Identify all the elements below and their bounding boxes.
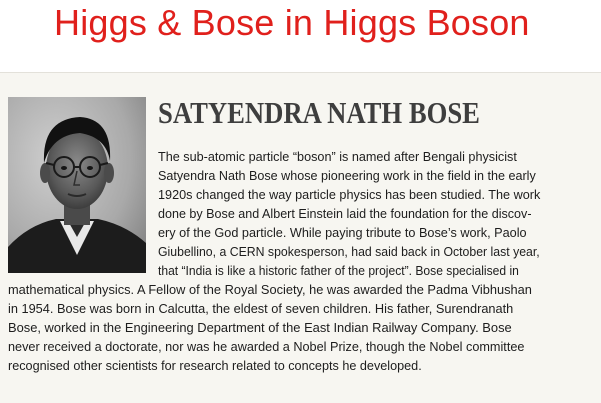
article-text-line: ery of the God particle. While paying tribute to Bose’s work, Paolo	[158, 225, 527, 240]
article-text-line: Bose, worked in the Engineering Department of the East Indian Railway Company. Bose	[8, 320, 512, 335]
banner-title: Higgs & Bose in Higgs Boson	[54, 2, 530, 43]
article-text-line: done by Bose and Albert Einstein laid the foundation for the discov-	[158, 206, 532, 221]
article-text-line: never received a doctorate, nor was he awarded a Nobel Prize, though the Nobel committee	[8, 339, 525, 354]
article-text-line: in 1954. Bose was born in Calcutta, the eldest of seven children. His father, Surendranath	[8, 301, 514, 316]
article-text-line: The sub-atomic particle “boson” is named after Bengali physicist	[158, 149, 517, 164]
article-text-line: Satyendra Nath Bose whose pioneering work in the field in the early	[158, 168, 536, 183]
newspaper-clipping	[0, 72, 601, 403]
article-title: SATYENDRA NATH BOSE	[158, 95, 480, 130]
article-text-line: Giubellino, a CERN spokesperson, had said back in October last year,	[158, 244, 540, 259]
portrait-photo	[8, 97, 146, 273]
article-text-line: 1920s changed the way particle physics has been studied. The work	[158, 187, 541, 202]
article-text-line: that “India is like a historic father of the project”. Bose specialised in	[158, 263, 519, 278]
article-text-line: recognised other scientists for research related to concepts he developed.	[8, 358, 422, 373]
article-text-line: mathematical physics. A Fellow of the Royal Society, he was awarded the Padma Vibhushan	[8, 282, 532, 297]
